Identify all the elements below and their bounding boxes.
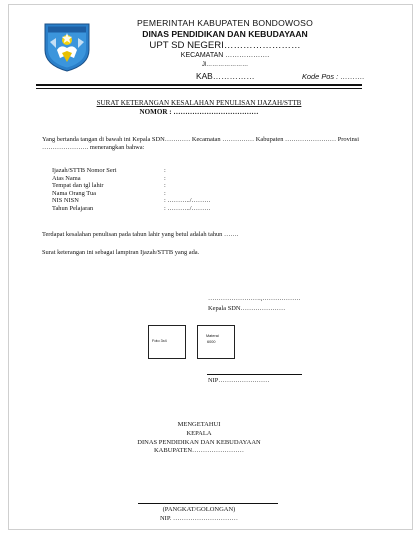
field-value: : [164, 167, 166, 174]
approval-kepala: KEPALA [186, 429, 212, 437]
materai-value: 6000 [207, 340, 216, 344]
field-value: : [164, 189, 166, 197]
field-value: : ………../……… [164, 197, 211, 205]
header-kecamatan: KECAMATAN ………………. [180, 52, 270, 59]
header-kab-dots: …………… [212, 71, 255, 81]
materai-box [197, 325, 235, 359]
approval-nip: NIP. ………………………… [159, 515, 238, 522]
approval-mengetahui: MENGETAHUI [177, 421, 221, 428]
signature-nip-kepala: NIP…………………… [208, 377, 270, 384]
header-dinas: DINAS PENDIDIKAN DAN KEBUDAYAAN [142, 29, 308, 39]
approval-kabupaten: KABUPATEN…………………… [153, 447, 245, 455]
field-label: Ijazah/STTB Nomor Seri [52, 167, 117, 174]
signature-kepala-sdn: Kepala SDN………………… [208, 305, 286, 312]
materai-label: Materai [206, 334, 219, 338]
approval-dinas: DINAS PENDIDIKAN DAN KEBUDAYAAN [137, 438, 261, 446]
header-kode-pos: Kode Pos : ………. [302, 72, 365, 81]
field-label: Tahun Pelajaran [52, 204, 94, 212]
document-number: NOMOR : ……………………………… [139, 108, 259, 116]
header-rule-thin [36, 88, 362, 89]
header-address: Jl………………… [201, 62, 249, 68]
field-value: : [164, 182, 166, 190]
header-upt: UPT SD NEGERI…………………… [149, 40, 301, 51]
correction-paragraph: Terdapat kesalahan penulisan pada tahun lahir yang betul adalah tahun ……. [42, 231, 239, 238]
field-label: NIS NISN [52, 197, 79, 205]
signature-line-kepala [207, 374, 302, 375]
approval-pangkat: (PANGKAT/GOLONGAN) [162, 506, 236, 513]
field-value: : [164, 174, 166, 182]
header-kabupaten [196, 71, 255, 81]
header-rule-thick [36, 84, 362, 86]
intro-paragraph: Yang bertanda tangan di bawah ini Kepala SDN………… Kecamatan …………… Kabupaten …………………… Provinsi …………………. menerangkan bahwa: [42, 136, 360, 152]
field-label: Atas Nama [52, 174, 81, 182]
field-label: Nama Orang Tua [52, 189, 97, 197]
header-kab-label: KAB [196, 71, 213, 81]
field-value: : ………../……… [164, 204, 211, 212]
photo-label: Foto 3x4 [152, 339, 167, 343]
approval-block [36, 421, 362, 456]
tut-wuri-handayani-logo-icon [38, 20, 96, 72]
document-title: SURAT KETERANGAN KESALAHAN PENULISAN IJAZAH/STTB [96, 99, 302, 107]
signature-place-date: …………………….,……………… [208, 295, 301, 302]
photo-box [148, 325, 186, 359]
signature-line-dinas [138, 503, 278, 504]
field-label: Tempat dan tgl lahir [52, 182, 104, 190]
header-government: PEMERINTAH KABUPATEN BONDOWOSO [137, 18, 313, 28]
attachment-paragraph: Surat keterangan ini sebagai lampiran Ijazah/STTB yang ada. [42, 249, 200, 256]
